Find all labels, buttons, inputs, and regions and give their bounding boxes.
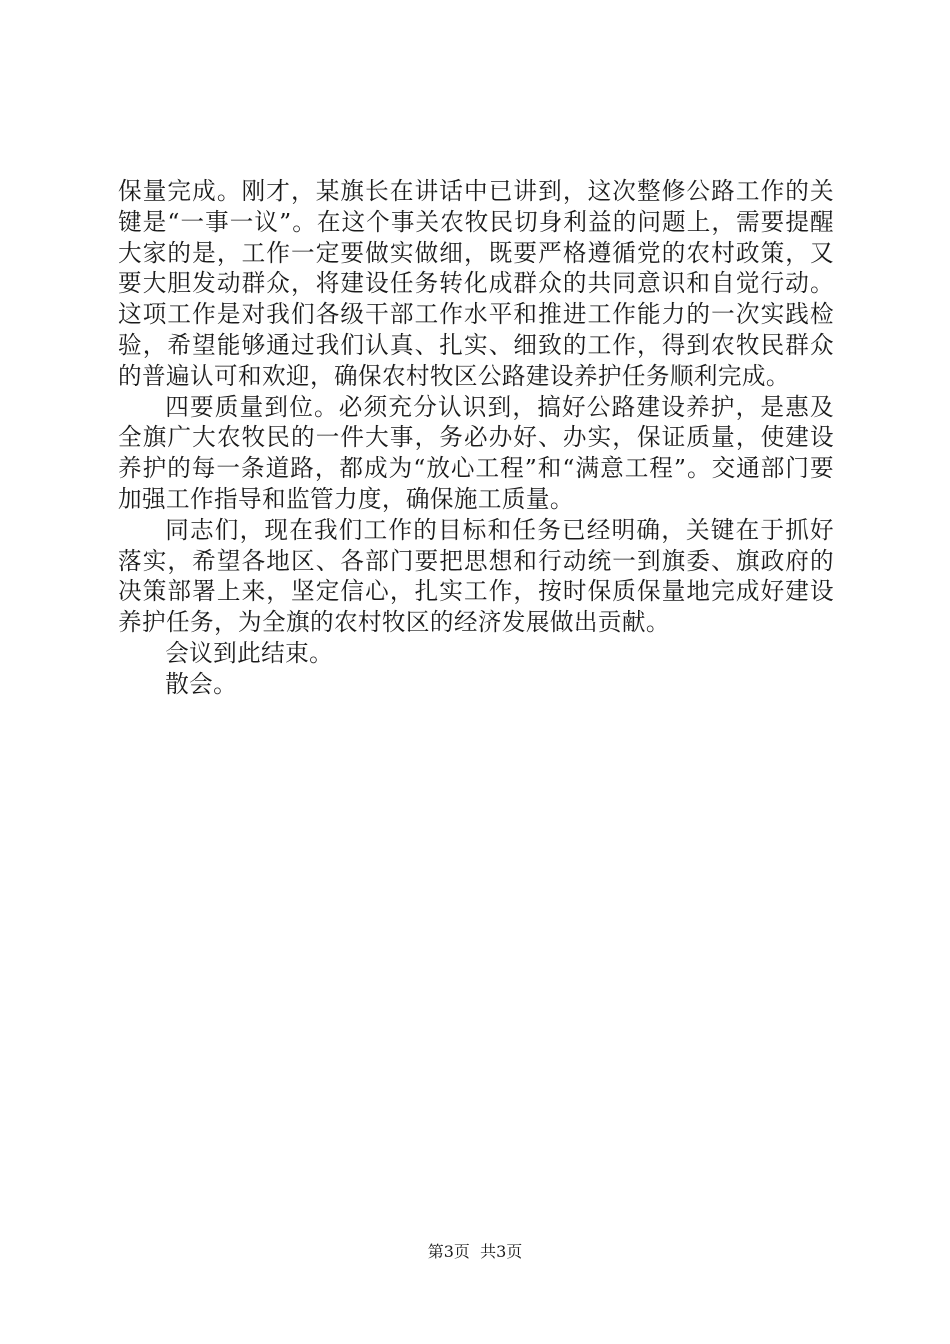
- page-number: 第3页: [427, 1242, 470, 1261]
- paragraph-5: 散会。: [165, 669, 238, 698]
- paragraph-4: 会议到此结束。: [165, 638, 334, 667]
- paragraph-1: 保量完成。刚才，某旗长在讲话中已讲到，这次整修公路工作的关键是“一事一议”。在这个事关农牧民切身利益的问题上，需要提醒大家的是，工作一定要做实做细，既要严格遵循党的农村政策，又要大胆发动群众，将建设任务转化成群众的共同意识和自觉行动。这项工作是对我们各级干部工作水平和推进工作能力的一次实践检验，希望能够通过我们认真、扎实、细致的工作，得到农牧民群众的普遍认可和欢迎，确保农村牧区公路建设养护任务顺利完成。: [118, 177, 834, 390]
- page-total: 共3页: [480, 1242, 523, 1261]
- document-body: [118, 176, 834, 700]
- paragraph-2: 四要质量到位。必须充分认识到，搞好公路建设养护，是惠及全旗广大农牧民的一件大事，务必办好、办实，保证质量，使建设养护的每一条道路，都成为“放心工程”和“满意工程”。交通部门要加强工作指导和监管力度，确保施工质量。: [118, 392, 834, 513]
- paragraph-3: 同志们，现在我们工作的目标和任务已经明确，关键在于抓好落实，希望各地区、各部门要把思想和行动统一到旗委、旗政府的决策部署上来，坚定信心，扎实工作，按时保质保量地完成好建设养护任务，为全旗的农村牧区的经济发展做出贡献。: [118, 515, 834, 637]
- page-footer: [0, 1242, 950, 1262]
